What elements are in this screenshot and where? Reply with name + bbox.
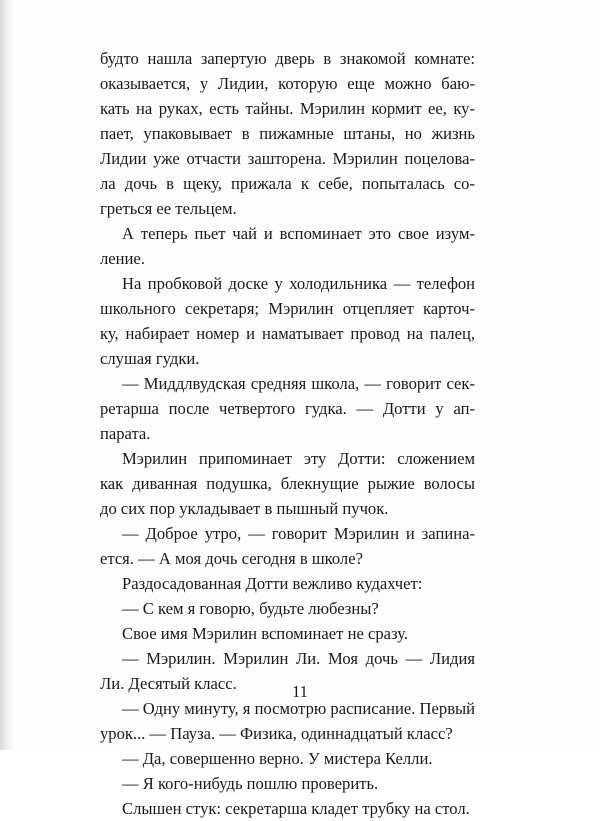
text-line: — Да, совершенно верно. У мистера Келли.	[122, 749, 433, 768]
text-line: слушая гудки.	[100, 349, 200, 368]
body-text	[100, 46, 475, 821]
text-line: будто нашла запертую дверь в знакомой комнате:	[100, 49, 475, 68]
text-line: — Миддлвудская средняя школа, — говорит сек-	[122, 374, 475, 393]
text-line: пает, упаковывает в пижамные штаны, но жизнь	[100, 124, 475, 143]
text-line: — Доброе утро, — говорит Мэрилин и запина-	[122, 524, 475, 543]
text-line: Лидии уже отчасти зашторена. Мэрилин поцелова-	[100, 149, 475, 168]
text-line: ку, набирает номер и наматывает провод на палец,	[100, 324, 475, 343]
text-line: ление.	[100, 249, 145, 268]
text-line: школьного секретаря; Мэрилин отцепляет карточ-	[100, 299, 475, 318]
text-line: до сих пор укладывает в пышный пучок.	[100, 499, 389, 518]
text-line: Слышен стук: секретарша кладет трубку на стол.	[122, 799, 470, 818]
text-line: как диванная подушка, блекнущие рыжие волосы	[100, 474, 475, 493]
text-line: Мэрилин припоминает эту Дотти: сложением	[122, 449, 475, 468]
text-line: Раздосадованная Дотти вежливо кудахчет:	[122, 574, 423, 593]
text-line: урок... — Пауза. — Физика, одиннадцатый класс?	[100, 724, 453, 743]
text-line: — Одну минуту, я посмотрю расписание. Первый	[122, 699, 476, 718]
text-line: — Я кого-нибудь пошлю проверить.	[122, 774, 379, 793]
text-line: ла дочь в щеку, прижала к себе, попыталась со-	[100, 174, 475, 193]
text-line: ретарша после четвертого гудка. — Дотти у ап-	[100, 399, 475, 418]
text-line: — Мэрилин. Мэрилин Ли. Моя дочь — Лидия	[122, 649, 475, 668]
text-line: Свое имя Мэрилин вспоминает не сразу.	[122, 624, 408, 643]
page-gutter-shadow	[0, 0, 14, 750]
text-line: А теперь пьет чай и вспоминает это свое изум-	[122, 224, 475, 243]
text-line: На пробковой доске у холодильника — телефон	[122, 274, 475, 293]
text-line: — С кем я говорю, будьте любезны?	[122, 599, 379, 618]
page-number: 11	[292, 682, 308, 701]
text-line: Ли. Десятый класс.	[100, 674, 237, 693]
text-line: парата.	[100, 424, 151, 443]
text-line: оказывается, у Лидии, которую еще можно баю-	[100, 74, 475, 93]
text-line: ется. — А моя дочь сегодня в школе?	[100, 549, 363, 568]
text-line: греться ее тельцем.	[100, 199, 237, 218]
text-line: кать на руках, есть тайны. Мэрилин кормит ее, ку-	[100, 99, 475, 118]
